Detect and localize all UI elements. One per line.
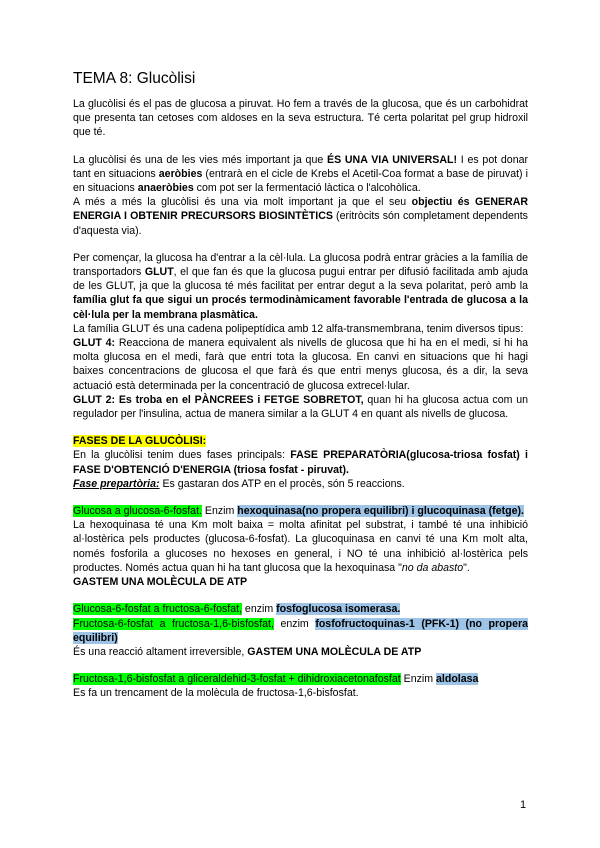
phases-paragraph: En la glucòlisi tenim dues fases principals: FASE PREPARATÒRIA(glucosa-triosa fosfat) i FASE D'OBTENCIÓ D'ENERGIA (triosa fosfat - piruvat). xyxy=(73,449,528,476)
step1-atp: GASTEM UNA MOLÈCULA DE ATP xyxy=(73,576,248,589)
intro-paragraph: La glucòlisi és el pas de glucosa a piruvat. Ho fem a través de la glucosa, que és un carbohidrat que presenta tan cetoses com aldoses en la seva estructura. Té certa polaritat pel grup hidroxil que té. xyxy=(73,98,528,139)
document-body xyxy=(73,70,528,701)
phases-heading: FASES DE LA GLUCÒLISI: xyxy=(73,435,207,448)
glut4-paragraph: GLUT 4: Reacciona de manera equivalent als nivells de glucosa que hi ha en el medi, si hi ha molta glucosa en el medi, farà que entri tota la glucosa. En canvi en situacions que hi hagi baixes concentracions de glucosa el que farà és que entri menys glucosa, és a dir, la seva actuació està determinada per la concentració de glucosa extrecel·lular. xyxy=(73,337,528,392)
glut2-paragraph: GLUT 2: Es troba en el PÀNCREES i FETGE SOBRETOT, quan hi ha glucosa actua com un regulador per l'insulina, actua de manera similar a la GLUT 4 en quant als nivells de glucosa. xyxy=(73,393,528,421)
glut-paragraph: Per començar, la glucosa ha d'entrar a la cèl·lula. La glucosa podrà entrar gràcies a la família de transportadors GLUT, el que fan és que la glucosa pugui entrar per difusió facilitada amb ajuda de les GLUT, ja que la glucosa té més facilitat per entrar degut a la seva polaritat, però amb la família glut fa que sigui un procés termodinàmicament favorable l'entrada de glucosa a la cèl·lula per la membrana plasmàtica. xyxy=(73,251,528,321)
page-number: 1 xyxy=(520,799,527,811)
step3-description: És una reacció altament irreversible, GASTEM UNA MOLÈCULA DE ATP xyxy=(73,645,422,658)
preparatory-phase-line: Fase prepartòria: Es gastaran dos ATP en el procès, són 5 reaccions. xyxy=(73,477,405,490)
step4-title: Fructosa-1,6-bisfosfat a gliceraldehid-3-fosfat + dihidroxiacetonafosfat Enzim aldolasa xyxy=(73,673,479,686)
objective-paragraph: A més a més la glucòlisi és una via molt important ja que el seu objectiu és GENERAR ENERGIA I OBTENIR PRECURSORS BIOSINTÈTICS (eritròcits són completament dependents d'aquesta via). xyxy=(73,196,528,237)
step1-title: Glucosa a glucosa-6-fosfat. Enzim hexoquinasa(no propera equilibri) i glucoquinasa (fetge). xyxy=(73,505,524,518)
universal-paragraph: La glucòlisi és una de les vies més important ja que ÉS UNA VIA UNIVERSAL! I es pot donar tant en situacions aeròbies (entrarà en el cicle de Krebs el Acetil-Coa format a base de piruvat) i en situacions anaeròbies com pot ser la fermentació làctica o l'alcohòlica. xyxy=(73,153,529,195)
step2-title: Glucosa-6-fosfat a fructosa-6-fosfat, enzim fosfoglucosa isomerasa. xyxy=(73,603,401,616)
glut-family-paragraph: La família GLUT és una cadena polipeptídica amb 12 alfa-transmembrana, tenim diversos tipus: xyxy=(73,322,524,335)
step1-description: La hexoquinasa té una Km molt baixa = molta afinitat pel substrat, i també té una inhibició al·lostèrica pels productes (glucosa-6-fosfat). La glucoquinasa en canvi té una Km molt alta, només fosforila a glucoses no hexoses en general, i NO té una inhibició al·lostèrica pels productes. Només actua quan hi ha tant glucosa que la hexoquinasa "no da abasto". xyxy=(73,519,528,574)
step4-description: Es fa un trencament de la molècula de fructosa-1,6-bisfosfat. xyxy=(73,687,359,700)
page-title: TEMA 8: Glucòlisi xyxy=(73,70,196,87)
step3-title: Fructosa-6-fosfat a fructosa-1,6-bisfosfat, enzim fosfofructoquinas-1 (PFK-1) (no propera equilibri) xyxy=(73,617,528,644)
